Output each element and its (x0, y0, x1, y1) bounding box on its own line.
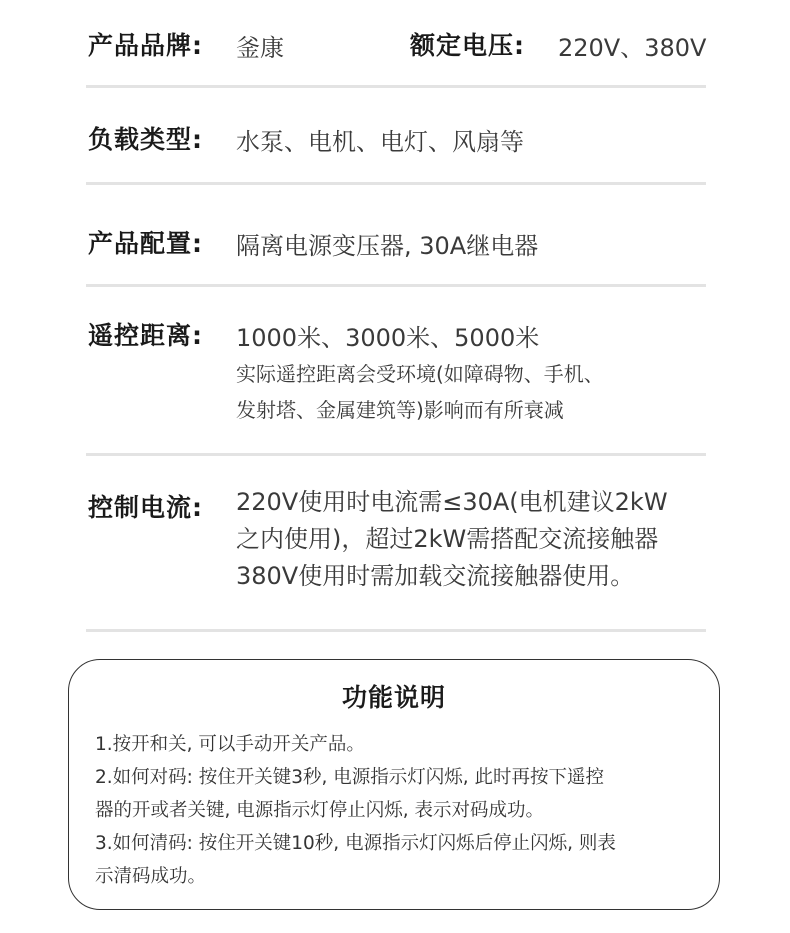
current-label: 控制电流: (88, 493, 203, 522)
divider (86, 85, 706, 88)
divider (86, 284, 706, 287)
function-line-4: 3.如何清码: 按住开关键10秒, 电源指示灯闪烁后停止闪烁, 则表 (95, 833, 616, 854)
current-value (236, 484, 668, 595)
voltage-label: 额定电压: (410, 31, 525, 60)
config-label: 产品配置: (88, 229, 203, 258)
divider (86, 453, 706, 456)
spec-row-range (88, 314, 706, 434)
function-line-1: 1.按开和关, 可以手动开关产品。 (95, 734, 365, 755)
function-description-box (68, 659, 720, 910)
load-value: 水泵、电机、电灯、风扇等 (236, 128, 524, 156)
divider (86, 629, 706, 632)
range-note-line-1: 实际遥控距离会受环境(如障碍物、手机、 (236, 362, 604, 386)
range-note-line-2: 发射塔、金属建筑等)影响而有所衰减 (236, 398, 564, 422)
config-value: 隔离电源变压器, 30A继电器 (236, 232, 539, 260)
brand-label: 产品品牌: (88, 31, 203, 60)
spec-row-config (88, 222, 706, 262)
divider (86, 182, 706, 185)
current-line-1: 220V使用时电流需≤30A(电机建议2kW (236, 488, 668, 516)
current-line-3: 380V使用时需加载交流接触器使用。 (236, 562, 635, 590)
brand-value: 釜康 (236, 34, 284, 62)
load-label: 负载类型: (88, 125, 203, 154)
spec-row-load (88, 118, 706, 158)
function-title: 功能说明 (341, 683, 446, 712)
spec-row-brand-voltage (88, 24, 706, 64)
range-value: 1000米、3000米、5000米 (236, 324, 540, 352)
current-line-2: 之内使用)，超过2kW需搭配交流接触器 (236, 525, 659, 553)
voltage-value: 220V、380V (558, 34, 707, 62)
function-line-2: 2.如何对码: 按住开关键3秒, 电源指示灯闪烁, 此时再按下遥控 (95, 767, 605, 788)
spec-row-current (88, 484, 706, 604)
function-line-5: 示清码成功。 (95, 866, 207, 887)
function-line-3: 器的开或者关键, 电源指示灯停止闪烁, 表示对码成功。 (95, 800, 545, 821)
function-lines (95, 728, 701, 893)
range-label: 遥控距离: (88, 321, 203, 350)
